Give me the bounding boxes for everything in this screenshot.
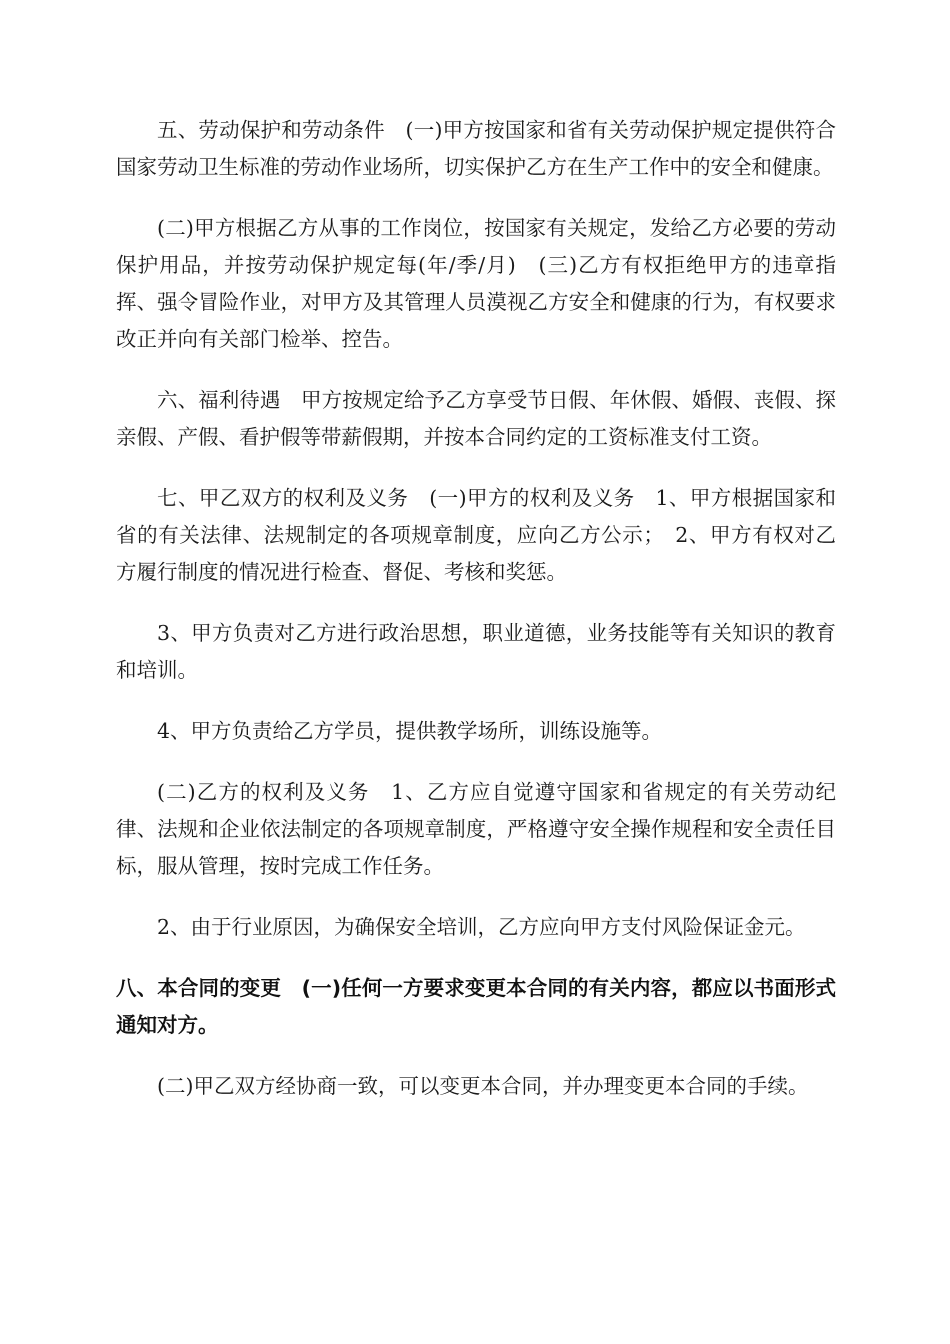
paragraph-party-b-obligations: (二)乙方的权利及义务 1、乙方应自觉遵守国家和省规定的有关劳动纪律、法规和企业依法制定的各项规章制度，严格遵守安全操作规程和安全责任目标，服从管理，按时完成工作任务。 <box>116 780 836 878</box>
paragraph-security-deposit: 2、由于行业原因，为确保安全培训，乙方应向甲方支付风险保证金元。 <box>157 915 806 939</box>
paragraph-training: 3、甲方负责对乙方进行政治思想，职业道德，业务技能等有关知识的教育和培训。 <box>116 621 836 682</box>
paragraph-facilities: 4、甲方负责给乙方学员，提供教学场所，训练设施等。 <box>157 719 663 743</box>
paragraph-protective-equipment: (二)甲方根据乙方从事的工作岗位，按国家有关规定，发给乙方必要的劳动保护用品，并按劳动保护规定每(年/季/月) (三)乙方有权拒绝甲方的违章指挥、强令冒险作业，对甲方及其管理人员漠视乙方安全和健康的行为，有权要求改正并向有关部门检举、控告。 <box>116 216 836 351</box>
paragraph-labor-protection: 五、劳动保护和劳动条件 (一)甲方按国家和省有关劳动保护规定提供符合国家劳动卫生标准的劳动作业场所，切实保护乙方在生产工作中的安全和健康。 <box>116 118 836 179</box>
paragraph-welfare: 六、福利待遇 甲方按规定给予乙方享受节日假、年休假、婚假、丧假、探亲假、产假、看护假等带薪假期，并按本合同约定的工资标准支付工资。 <box>116 388 836 449</box>
document-body <box>116 112 836 1129</box>
paragraph-contract-change-heading: 八、本合同的变更 (一)任何一方要求变更本合同的有关内容，都应以书面形式通知对方。 <box>116 976 836 1037</box>
paragraph-contract-change-procedure: (二)甲乙双方经协商一致，可以变更本合同，并办理变更本合同的手续。 <box>157 1074 809 1098</box>
paragraph-rights-obligations: 七、甲乙双方的权利及义务 (一)甲方的权利及义务 1、甲方根据国家和省的有关法律、法规制定的各项规章制度，应向乙方公示； 2、甲方有权对乙方履行制度的情况进行检查、督促、考核和奖惩。 <box>116 486 836 584</box>
